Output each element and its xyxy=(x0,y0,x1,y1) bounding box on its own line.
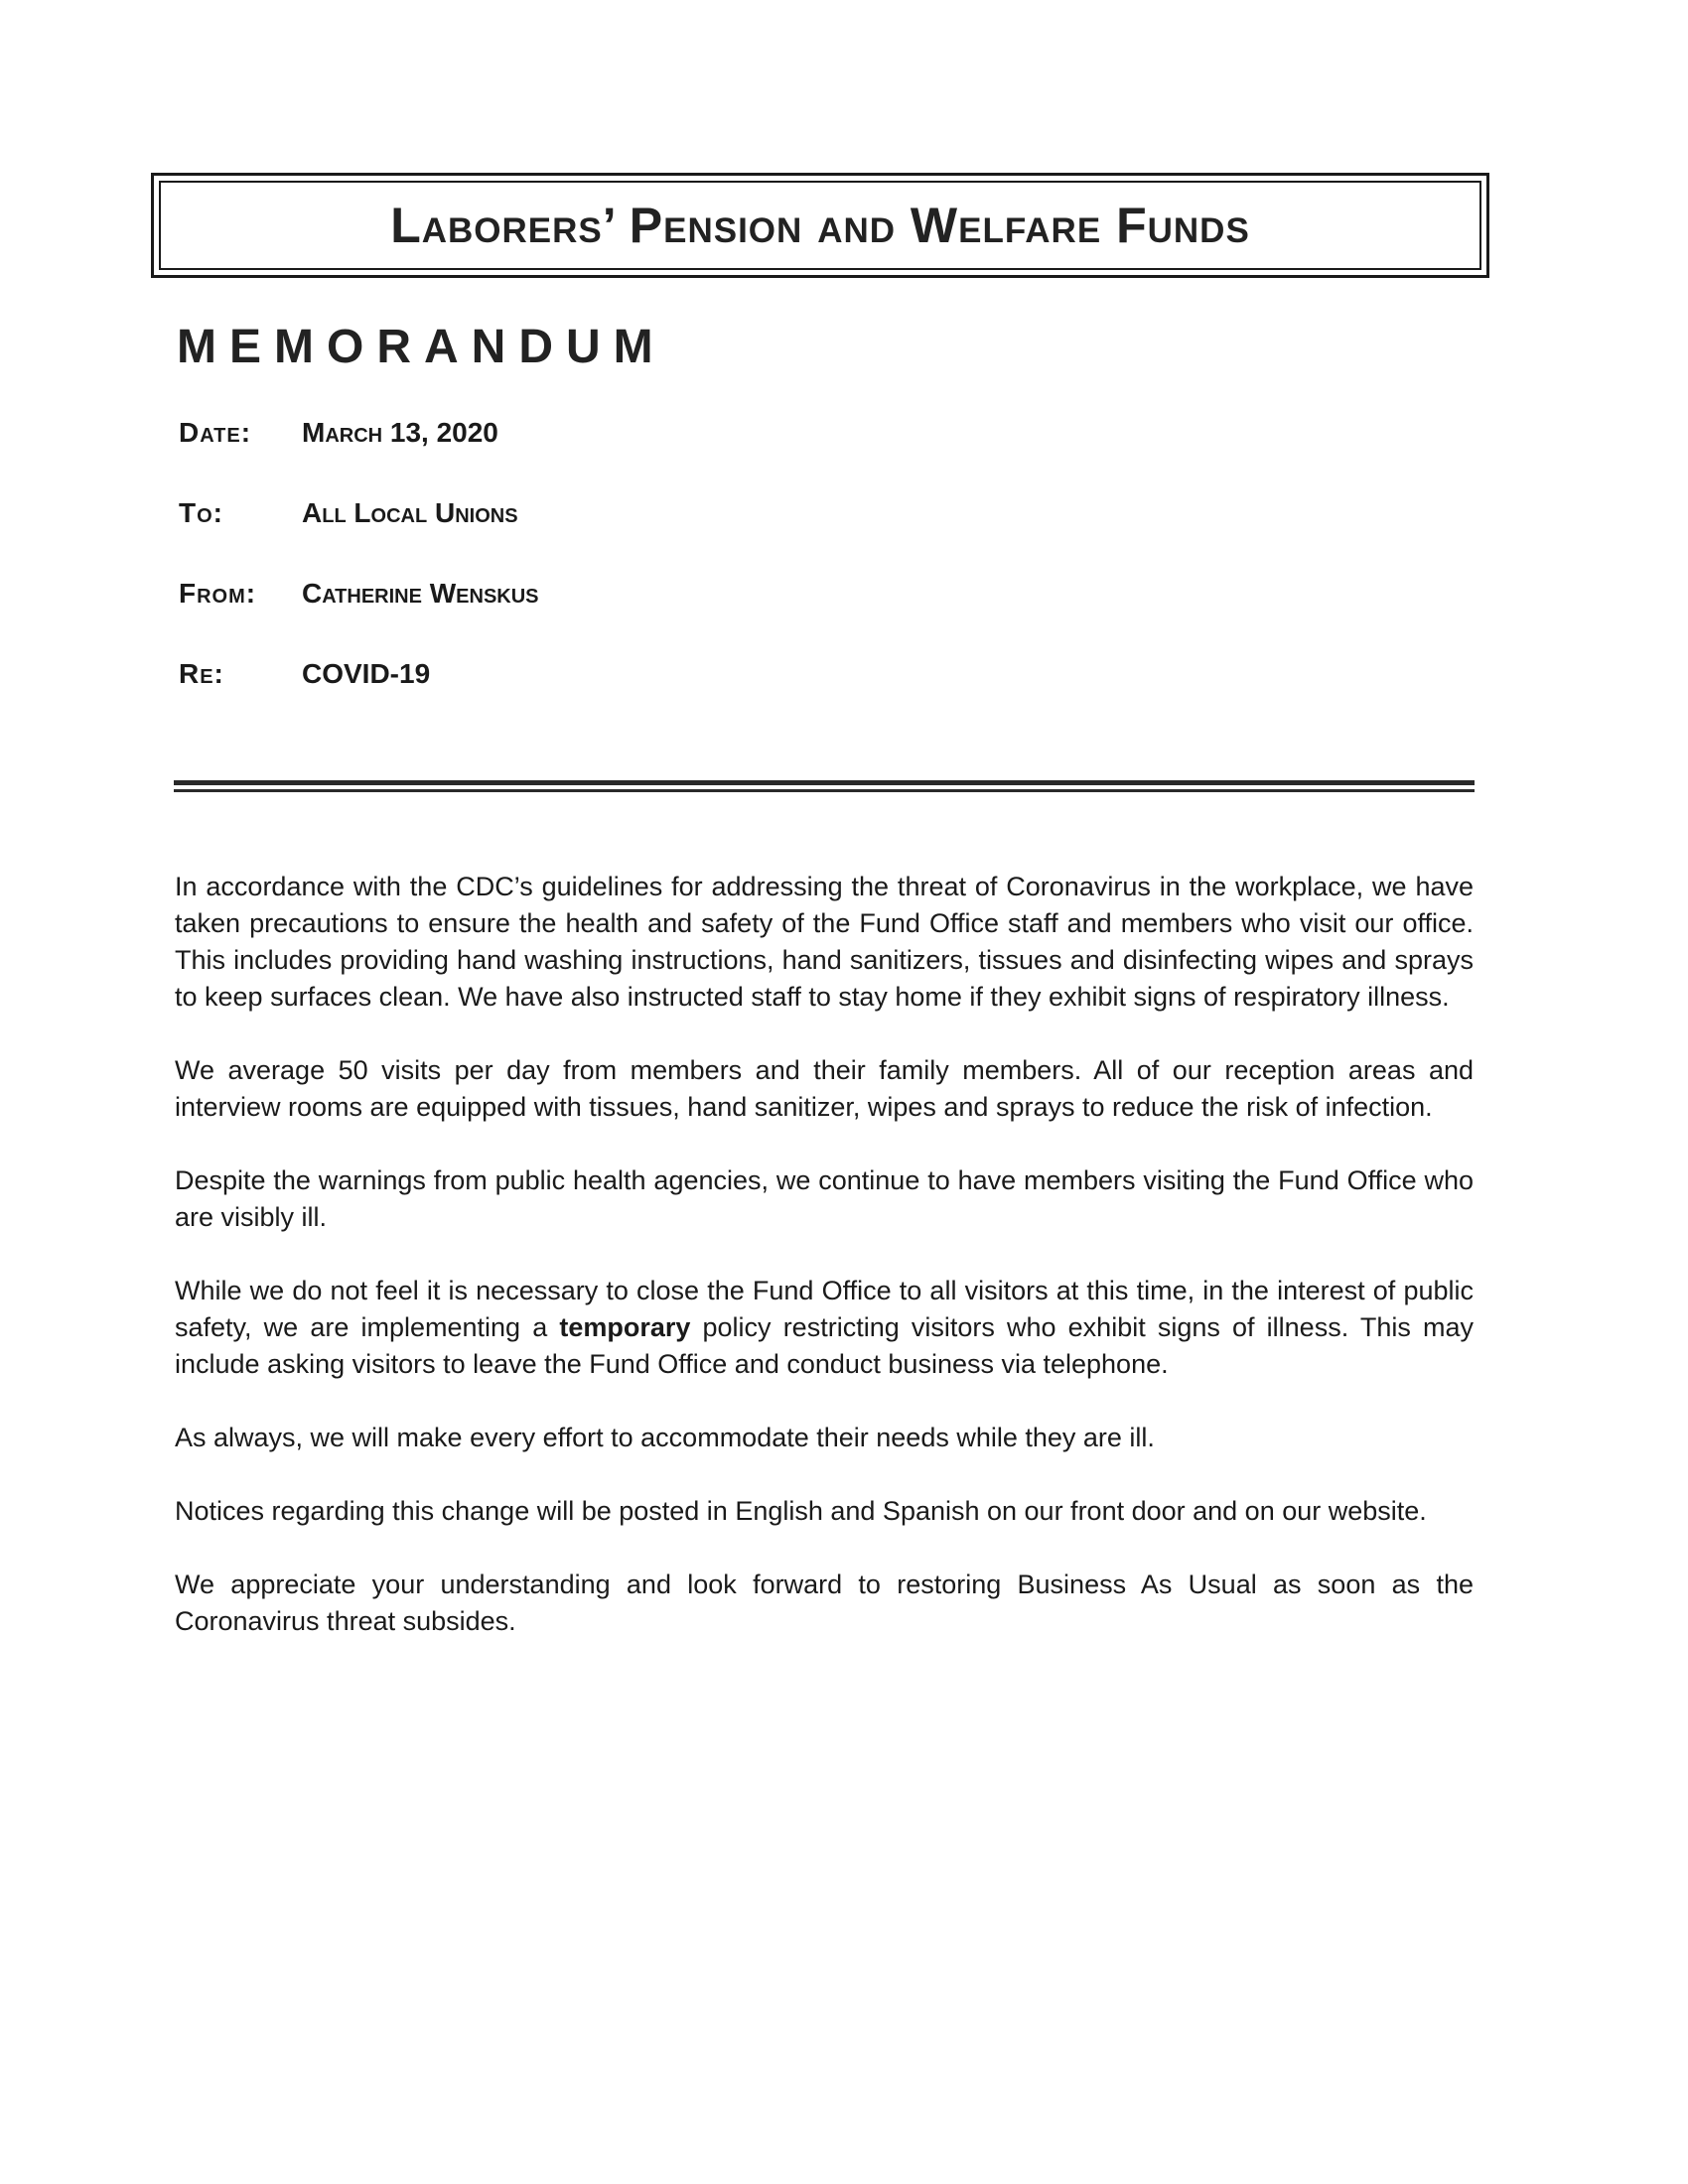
memorandum-title: MEMORANDUM xyxy=(177,321,666,373)
paragraph-accommodate: As always, we will make every effort to accommodate their needs while they are ill. xyxy=(175,1423,1155,1452)
memo-body xyxy=(175,869,1474,1677)
memo-fields xyxy=(179,417,1072,739)
paragraph-temporary-policy xyxy=(175,1273,1474,1383)
to-value: All Local Unions xyxy=(302,497,518,528)
paragraph-cdc-guidelines: In accordance with the CDC’s guidelines for addressing the threat of Coronavirus in the workplace, we have taken precautions to ensure the health and safety of the Fund Office staff and members who visit our office. This includes providing hand washing instructions, hand sanitizers, tissues and disinfecting wipes and sprays to keep surfaces clean. We have also instructed staff to stay home if they exhibit signs of respiratory illness. xyxy=(175,872,1474,1012)
date-value: March 13, 2020 xyxy=(302,417,498,448)
date-label: Date: xyxy=(179,417,252,448)
divider-thin-line xyxy=(174,789,1475,792)
double-divider-rule xyxy=(174,780,1475,794)
policy-text-after: policy restricting visitors who exhibit signs of illness. This may include asking visitors to leave the Fund Office and conduct business via telephone. xyxy=(175,1312,1474,1379)
date-row xyxy=(179,417,1072,497)
divider-thick-line xyxy=(174,780,1475,785)
to-label: To: xyxy=(179,497,223,528)
paragraph-warnings: Despite the warnings from public health agencies, we continue to have members visiting the Fund Office who are visibly ill. xyxy=(175,1165,1474,1232)
from-value: Catherine Wenskus xyxy=(302,578,539,609)
paragraph-closing: We appreciate your understanding and look forward to restoring Business As Usual as soon as the Coronavirus threat subsides. xyxy=(175,1570,1474,1636)
from-row xyxy=(179,578,1072,658)
policy-text-before: While we do not feel it is necessary to close the Fund Office to all visitors at this time, in the interest of public safety, we are implementing a xyxy=(175,1276,1474,1342)
policy-emphasis-temporary: temporary xyxy=(559,1312,691,1342)
paragraph-visits: We average 50 visits per day from members and their family members. All of our reception areas and interview rooms are equipped with tissues, hand sanitizer, wipes and sprays to reduce the risk of infection. xyxy=(175,1055,1474,1122)
re-value: COVID-19 xyxy=(302,658,431,689)
from-label: From: xyxy=(179,578,257,609)
re-label: Re: xyxy=(179,658,224,689)
to-row xyxy=(179,497,1072,578)
re-row xyxy=(179,658,1072,739)
paragraph-notices: Notices regarding this change will be posted in English and Spanish on our front door and on our website. xyxy=(175,1496,1427,1526)
organization-name: Laborers’ Pension and Welfare Funds xyxy=(390,198,1250,253)
header-box xyxy=(151,173,1489,278)
header-inner-frame xyxy=(159,181,1481,270)
